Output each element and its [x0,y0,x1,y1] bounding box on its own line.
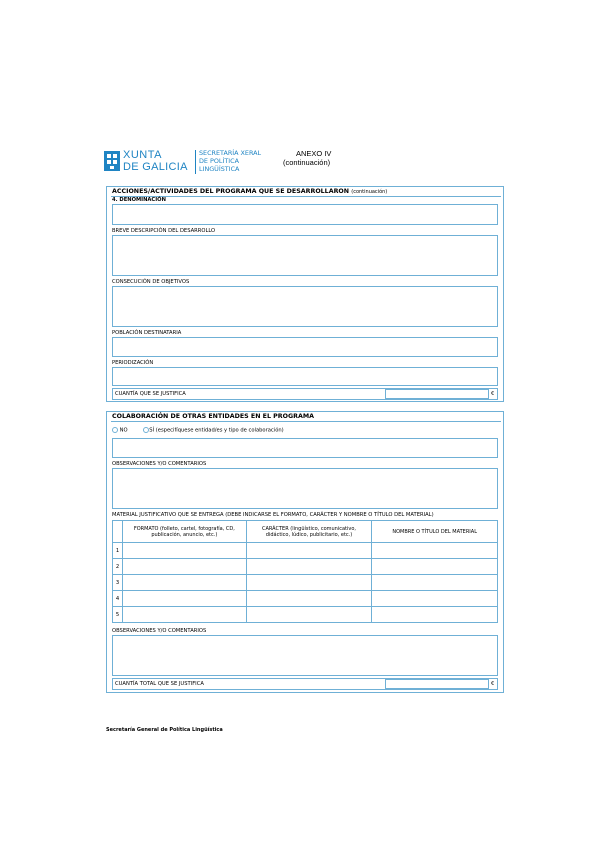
label-descripcion: BREVE DESCRIPCIÓN DEL DESARROLLO [112,228,216,234]
observaciones-field-2[interactable] [112,635,498,676]
dept-line3: LINGÜÍSTICA [199,165,240,173]
cell-caracter[interactable] [246,543,372,559]
cell-formato[interactable] [122,543,246,559]
denominacion-field[interactable] [112,204,498,225]
cell-nombre[interactable] [372,543,498,559]
anexo-title: ANEXO IV [296,149,332,158]
cell-formato[interactable] [122,607,246,623]
label-poblacion: POBLACIÓN DESTINATARIA [112,330,182,336]
label-observaciones-2: OBSERVACIONES Y/O COMENTARIOS [112,628,207,634]
cell-nombre[interactable] [372,559,498,575]
cell-formato[interactable] [122,591,246,607]
colaboracion-field[interactable] [112,438,498,458]
dept-line2: DE POLÍTICA [199,157,239,165]
table-row [113,559,498,575]
objetivos-field[interactable] [112,286,498,327]
label-denominacion: 4. DENOMINACIÓN [112,197,166,203]
logo-divider [195,150,196,174]
cell-formato[interactable] [122,559,246,575]
cell-caracter[interactable] [246,559,372,575]
logo-line1: XUNTA [123,149,162,161]
col-num-header [113,521,123,543]
cuantia-row [112,388,498,400]
row-number: 1 [113,543,123,559]
periodizacion-field[interactable] [112,367,498,386]
section-acciones-title-text: ACCIONES/ACTIVIDADES DEL PROGRAMA QUE SE DESARROLLARON [112,188,350,195]
cell-nombre[interactable] [372,575,498,591]
descripcion-field[interactable] [112,235,498,276]
row-number: 2 [113,559,123,575]
cuantia-total-field[interactable] [385,679,489,689]
cell-caracter[interactable] [246,607,372,623]
logo [104,149,269,177]
cuantia-total-row [112,678,498,690]
radio-group [112,427,284,434]
cell-caracter[interactable] [246,575,372,591]
section-acciones [106,186,504,402]
footer-text: Secretaría General de Política Lingüística [106,727,223,733]
title-rule [111,196,501,197]
dept-line1: SECRETARÍA XERAL [199,149,262,157]
anexo-continuacion: (continuación) [283,158,331,167]
section-acciones-title [112,188,387,196]
col-formato-header: FORMATO (folleto, cartel, fotografía, CD, publicación, anuncio, etc.) [122,521,246,543]
logo-line2: DE GALICIA [123,161,188,173]
currency-symbol-2: € [491,681,495,687]
table-row [113,543,498,559]
title-rule-2 [111,421,501,422]
col-caracter-header: CARÁCTER (lingüístico, comunicativo, didáctico, lúdico, publicitario, etc.) [246,521,372,543]
radio-no-label: NO [119,427,128,434]
label-observaciones-1: OBSERVACIONES Y/O COMENTARIOS [112,461,207,467]
table-row [113,591,498,607]
label-objetivos: CONSECUCIÓN DE OBJETIVOS [112,279,190,285]
radio-no[interactable] [112,427,118,433]
label-periodizacion: PERIODIZACIÓN [112,360,154,366]
row-number: 3 [113,575,123,591]
section-acciones-title-suffix: (continuación) [351,189,388,195]
cell-nombre[interactable] [372,591,498,607]
label-cuantia-total: CUANTÍA TOTAL QUE SE JUSTIFICA [115,681,204,687]
material-table [112,520,498,623]
cell-nombre[interactable] [372,607,498,623]
label-material: MATERIAL JUSTIFICATIVO QUE SE ENTREGA (DEBE INDICARSE EL FORMATO, CARÁCTER Y NOMBRE O TÍTULO DEL MATERIAL) [112,512,434,518]
table-row [113,575,498,591]
currency-symbol: € [491,391,495,397]
radio-si-label: SÍ (especifíquese entidad/es y tipo de colaboración) [149,427,284,434]
col-nombre-header: NOMBRE O TÍTULO DEL MATERIAL [372,521,498,543]
poblacion-field[interactable] [112,337,498,357]
xunta-emblem-icon [104,151,120,171]
row-number: 4 [113,591,123,607]
row-number: 5 [113,607,123,623]
cell-formato[interactable] [122,575,246,591]
table-row [113,607,498,623]
section-colaboracion [106,411,504,693]
cuantia-field[interactable] [385,389,489,399]
cell-caracter[interactable] [246,591,372,607]
section-colaboracion-title: COLABORACIÓN DE OTRAS ENTIDADES EN EL PROGRAMA [112,413,315,420]
label-cuantia: CUANTÍA QUE SE JUSTIFICA [115,391,186,397]
observaciones-field-1[interactable] [112,468,498,509]
